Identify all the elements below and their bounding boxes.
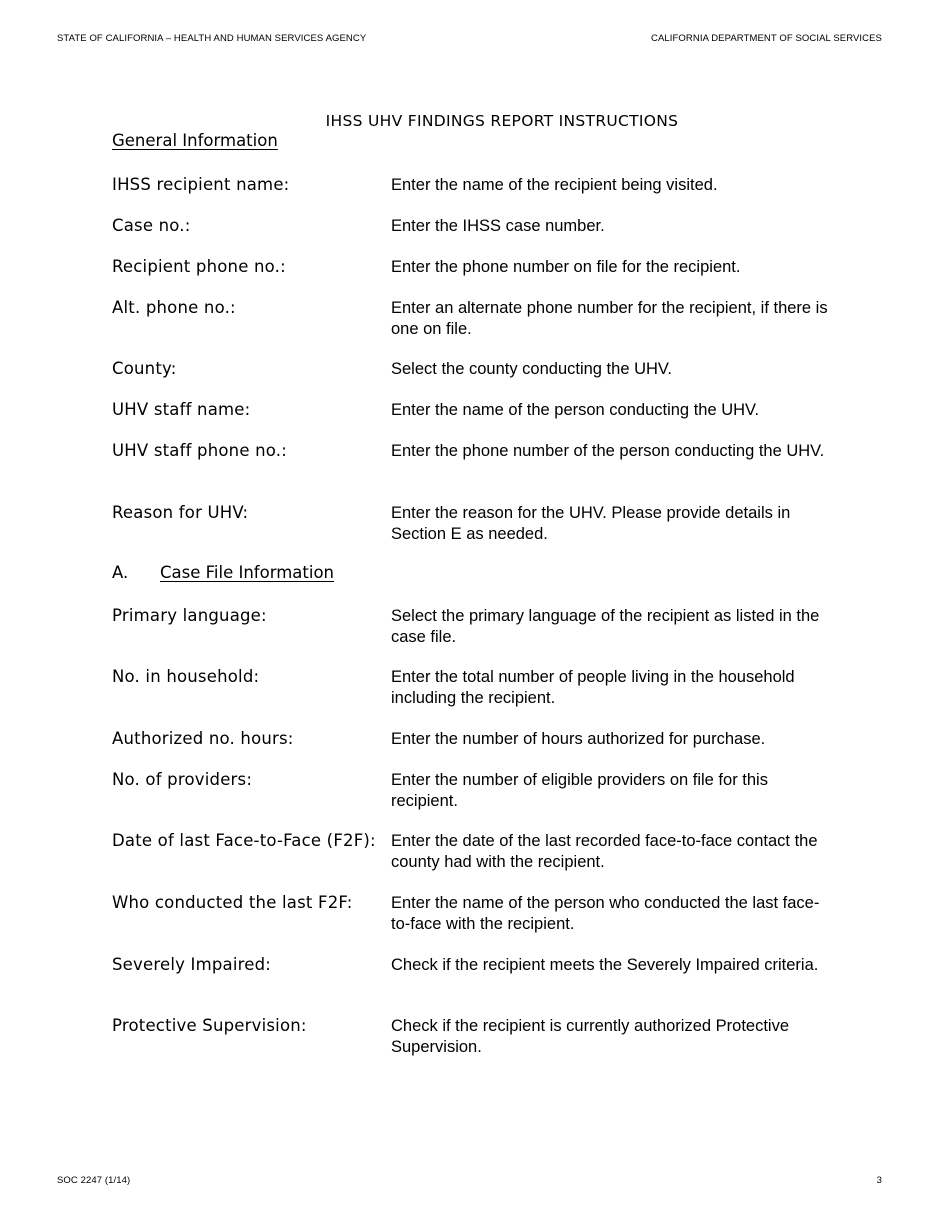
field-term: UHV staff phone no.: xyxy=(112,441,288,460)
field-term: Authorized no. hours: xyxy=(112,729,294,748)
field-description: Enter the phone number of the person conducting the UHV. xyxy=(391,442,825,460)
field-description: Select the county conducting the UHV. xyxy=(391,360,672,378)
field-description: Enter the reason for the UHV. Please provide details in Section E as needed. xyxy=(391,504,791,543)
field-term: Date of last Face-to-Face (F2F): xyxy=(112,831,376,850)
field-description: Enter the date of the last recorded face-to-face contact the county had with the recipient. xyxy=(391,832,818,871)
field-description: Select the primary language of the recipient as listed in the case file. xyxy=(391,607,820,646)
page-number: 3 xyxy=(876,1175,882,1186)
section-heading-general: General Information xyxy=(112,131,278,150)
section-heading-a xyxy=(112,563,334,582)
field-description: Enter the name of the person conducting the UHV. xyxy=(391,401,760,419)
section-letter: A. xyxy=(112,563,129,582)
field-description: Check if the recipient meets the Severely Impaired criteria. xyxy=(391,956,819,974)
field-description: Enter the phone number on file for the recipient. xyxy=(391,258,741,276)
field-term: County: xyxy=(112,359,177,378)
field-description: Enter the total number of people living in the household including the recipient. xyxy=(391,668,795,707)
field-term: Alt. phone no.: xyxy=(112,298,236,317)
field-term: No. of providers: xyxy=(112,770,253,789)
header-agency: STATE OF CALIFORNIA – HEALTH AND HUMAN SERVICES AGENCY xyxy=(57,33,367,44)
field-description: Enter an alternate phone number for the recipient, if there is one on file. xyxy=(391,299,828,338)
field-term: Protective Supervision: xyxy=(112,1016,307,1035)
field-description: Enter the IHSS case number. xyxy=(391,217,605,235)
field-term: Primary language: xyxy=(112,606,267,625)
field-description: Enter the number of eligible providers on file for this recipient. xyxy=(391,771,768,810)
field-term: Reason for UHV: xyxy=(112,503,249,522)
field-term: No. in household: xyxy=(112,667,260,686)
field-term: Case no.: xyxy=(112,216,191,235)
field-term: Who conducted the last F2F: xyxy=(112,893,353,912)
field-term: Recipient phone no.: xyxy=(112,257,286,276)
footer-form-id: SOC 2247 (1/14) xyxy=(57,1175,131,1186)
field-term: UHV staff name: xyxy=(112,400,251,419)
field-term: Severely Impaired: xyxy=(112,955,272,974)
field-description: Enter the name of the recipient being visited. xyxy=(391,176,718,194)
header-department: CALIFORNIA DEPARTMENT OF SOCIAL SERVICES xyxy=(651,33,882,44)
field-description: Enter the number of hours authorized for purchase. xyxy=(391,730,766,748)
page-title: IHSS UHV FINDINGS REPORT INSTRUCTIONS xyxy=(325,112,679,130)
field-description: Enter the name of the person who conducted the last face-to-face with the recipient. xyxy=(391,894,820,933)
field-term: IHSS recipient name: xyxy=(112,175,290,194)
field-description: Check if the recipient is currently authorized Protective Supervision. xyxy=(391,1017,790,1056)
section-label: Case File Information xyxy=(160,563,334,582)
